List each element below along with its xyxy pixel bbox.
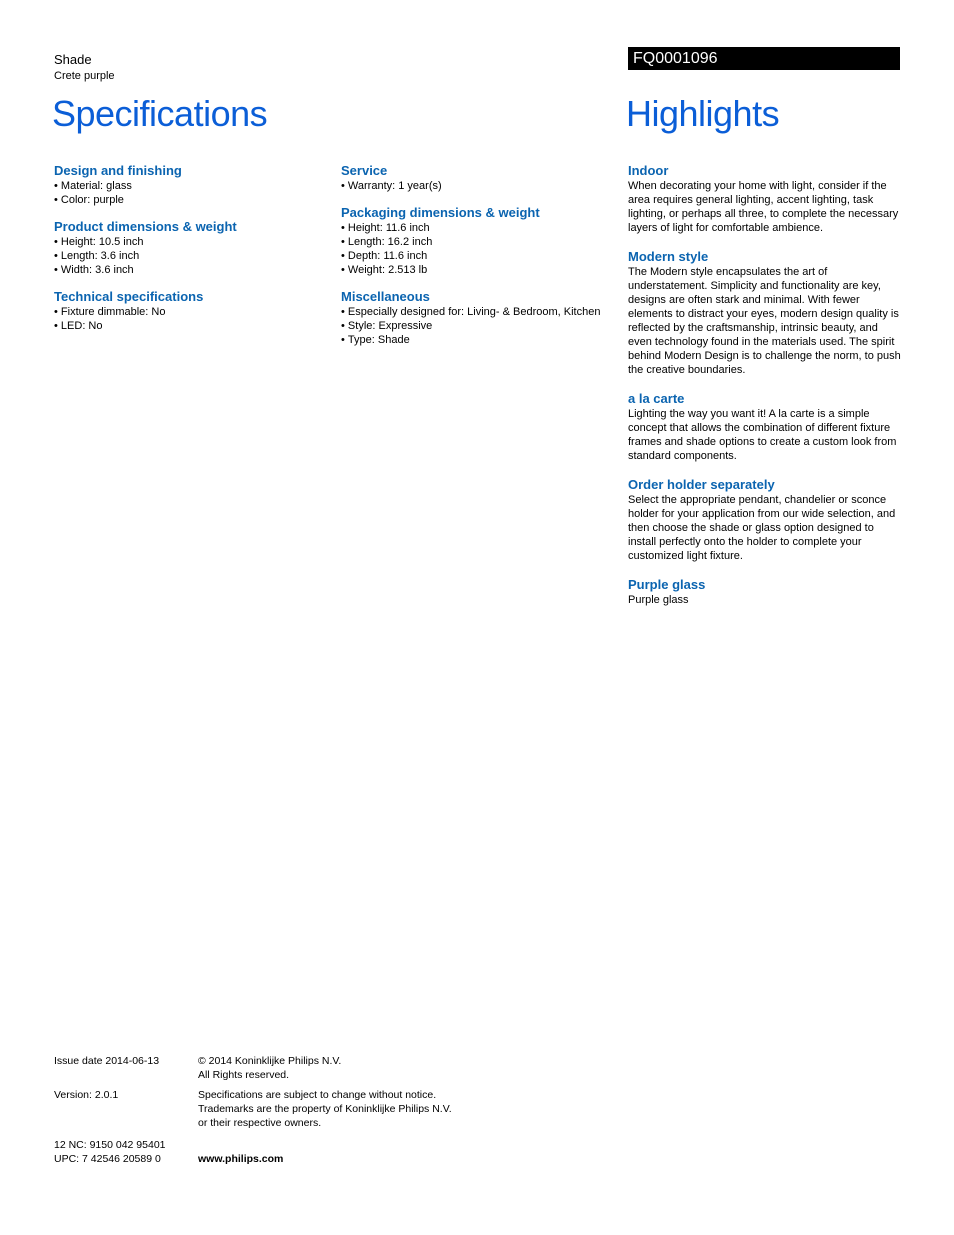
section-title: a la carte xyxy=(628,391,685,406)
spec-list xyxy=(341,179,621,193)
highlight-text: The Modern style encapsulates the art of understatement. Simplicity and functionality are key, designs are often stark and minimal. With fewer elements to distract your eyes, modern design quality is reflected by the craftsmanship, intrinsic beauty, and even technology found in the materials used. The spirit behind Modern Design is to challenge the norm, to push the creative boundaries. xyxy=(628,266,901,376)
highlight-section-a-la-carte xyxy=(628,391,903,463)
spec-list xyxy=(54,179,334,207)
highlight-text: Purple glass xyxy=(628,594,689,606)
specifications-column-1 xyxy=(54,163,334,345)
spec-section-design-and-finishing xyxy=(54,163,334,207)
spec-section-product-dimensions-and-weight xyxy=(54,219,334,277)
nc-code: 12 NC: 9150 042 95401 xyxy=(54,1139,166,1151)
spec-item: • LED: No xyxy=(54,319,334,333)
spec-item: • Especially designed for: Living- & Bedroom, Kitchen xyxy=(341,305,621,319)
notice-line: Trademarks are the property of Koninklijke Philips N.V. xyxy=(198,1103,452,1115)
rights-line: All Rights reserved. xyxy=(198,1069,290,1081)
spec-item: • Width: 3.6 inch xyxy=(54,263,334,277)
spec-item: • Weight: 2.513 lb xyxy=(341,263,621,277)
product-codes xyxy=(54,1138,194,1166)
highlight-text: Select the appropriate pendant, chandelier or sconce holder for your application from our wide selection, and then choose the shade or glass option designed to install perfectly onto the holder to complete your customized light fixture. xyxy=(628,494,896,562)
product-name: Shade xyxy=(54,52,92,67)
spec-item: • Height: 11.6 inch xyxy=(341,221,621,235)
legal-notice xyxy=(198,1088,498,1130)
copyright-line: © 2014 Koninklijke Philips N.V. xyxy=(198,1055,342,1067)
section-title: Indoor xyxy=(628,163,669,178)
copyright xyxy=(198,1054,498,1082)
highlight-text: Lighting the way you want it! A la carte is a simple concept that allows the combination of different fixture frames and shade options to create a custom look from standard components. xyxy=(628,408,897,462)
highlight-text: When decorating your home with light, consider if the area requires general lighting, accent lighting, task lighting, or perhaps all three, to complete the necessary layers of light for comfortable ambience. xyxy=(628,180,899,234)
product-variant: Crete purple xyxy=(54,70,115,82)
issue-date: Issue date 2014-06-13 xyxy=(54,1055,160,1067)
specifications-title: Specifications xyxy=(52,93,268,134)
highlights-column xyxy=(628,163,903,621)
website-link[interactable]: www.philips.com xyxy=(198,1153,284,1165)
spec-section-packaging-dimensions-and-weight xyxy=(341,205,621,277)
highlight-section-purple-glass xyxy=(628,577,903,607)
spec-list xyxy=(54,235,334,277)
section-title: Service xyxy=(341,163,388,178)
section-title: Packaging dimensions & weight xyxy=(341,205,540,220)
model-number-bar: FQ0001096 xyxy=(628,47,900,70)
spec-item: • Length: 3.6 inch xyxy=(54,249,334,263)
spec-item: • Type: Shade xyxy=(341,333,621,347)
notice-line: Specifications are subject to change without notice. xyxy=(198,1089,437,1101)
version: Version: 2.0.1 xyxy=(54,1089,119,1101)
notice-line: or their respective owners. xyxy=(198,1117,322,1129)
specifications-column-2 xyxy=(341,163,621,359)
spec-section-service xyxy=(341,163,621,193)
spec-item: • Style: Expressive xyxy=(341,319,621,333)
spec-item: • Material: glass xyxy=(54,179,334,193)
spec-section-miscellaneous xyxy=(341,289,621,347)
highlight-section-order-holder-separately xyxy=(628,477,903,563)
upc-code: UPC: 7 42546 20589 0 xyxy=(54,1153,161,1165)
highlight-section-indoor xyxy=(628,163,903,235)
highlight-section-modern-style xyxy=(628,249,903,377)
spec-list xyxy=(341,221,621,277)
section-title: Product dimensions & weight xyxy=(54,219,237,234)
spec-section-technical-specifications xyxy=(54,289,334,333)
spec-list xyxy=(54,305,334,333)
section-title: Order holder separately xyxy=(628,477,775,492)
section-title: Purple glass xyxy=(628,577,706,592)
spec-item: • Color: purple xyxy=(54,193,334,207)
spec-item: • Warranty: 1 year(s) xyxy=(341,179,621,193)
section-title: Design and finishing xyxy=(54,163,182,178)
spec-item: • Height: 10.5 inch xyxy=(54,235,334,249)
section-title: Technical specifications xyxy=(54,289,204,304)
spec-item: • Depth: 11.6 inch xyxy=(341,249,621,263)
section-title: Miscellaneous xyxy=(341,289,430,304)
spec-list xyxy=(341,305,621,347)
spec-item: • Fixture dimmable: No xyxy=(54,305,334,319)
section-title: Modern style xyxy=(628,249,709,264)
spec-item: • Length: 16.2 inch xyxy=(341,235,621,249)
highlights-title: Highlights xyxy=(626,93,780,134)
